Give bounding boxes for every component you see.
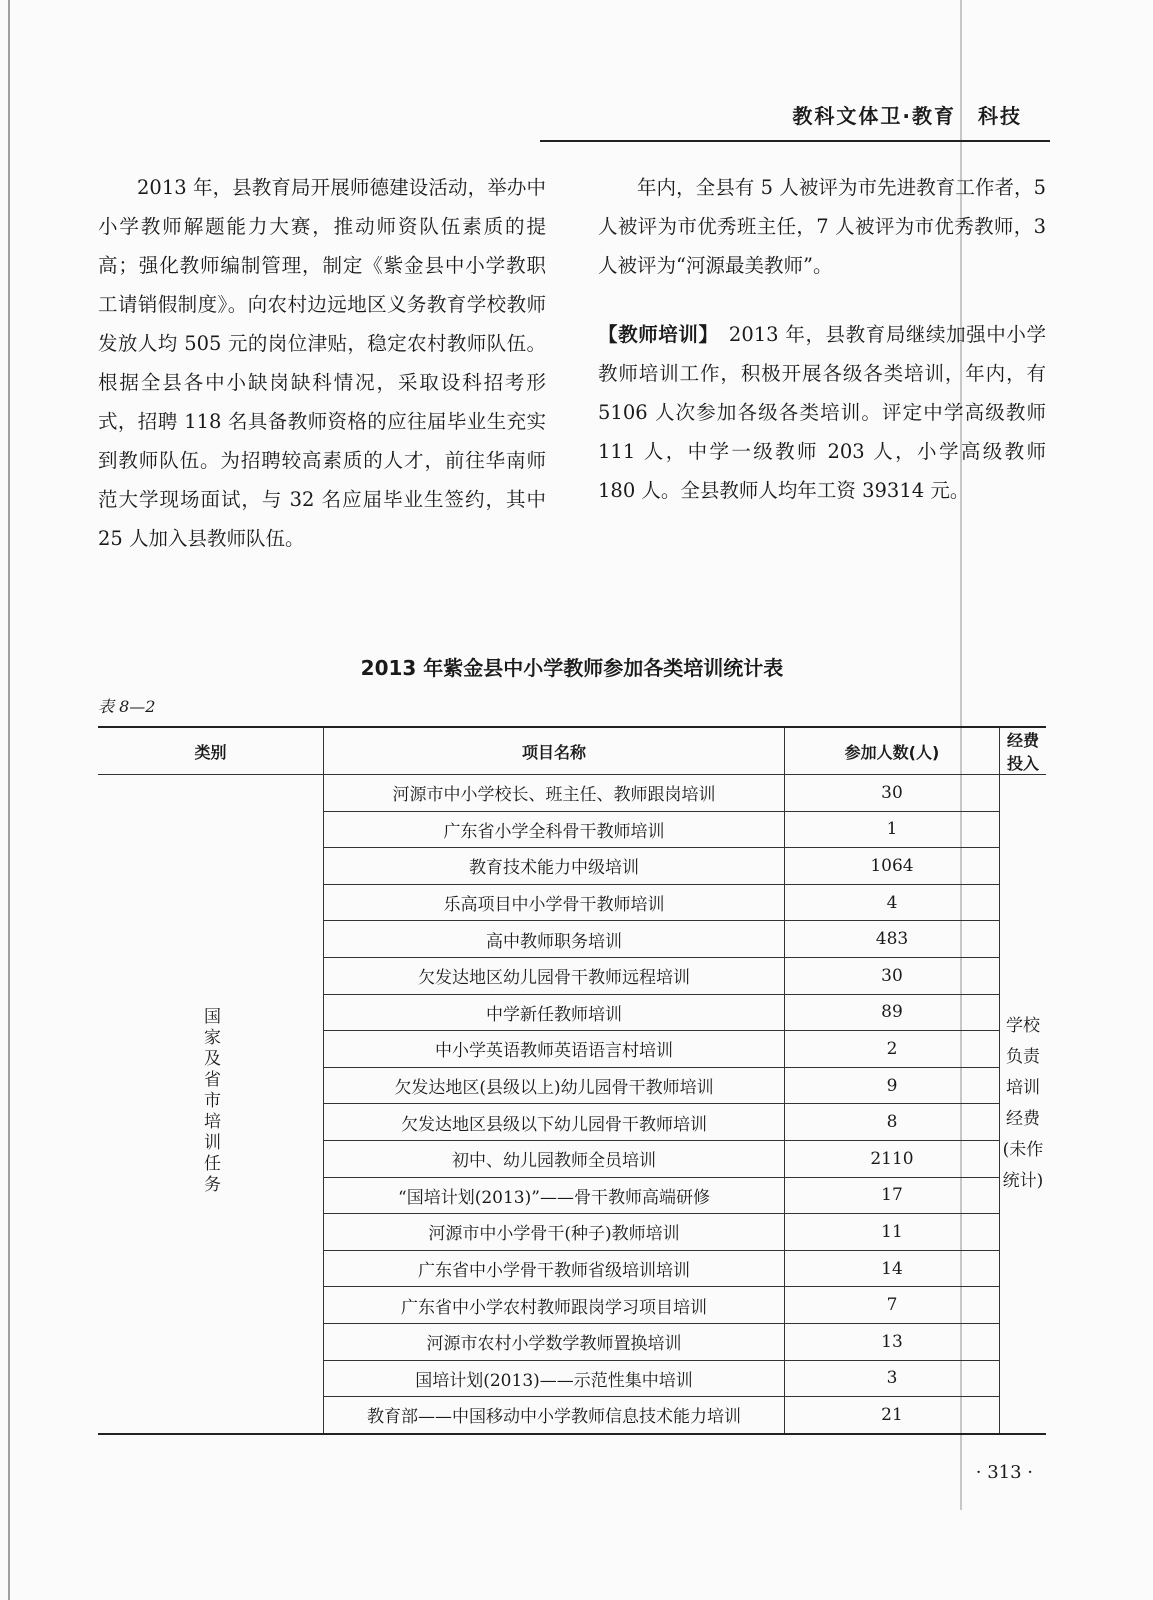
body-paragraph: 2013 年，县教育局开展师德建设活动，举办中小学教师解题能力大赛，推动师资队伍素质的提高；强化教师编制管理，制定《紫金县中小学教职工请销假制度》。向农村边远地区义务教育学校教师发放人均 505 元的岗位津贴，稳定农村教师队伍。根据全县各中小缺岗缺科情况，采取设科招考形式，招聘 118 名具备教师资格的应往届毕业生充实到教师队伍。为招聘较高素质的人才，前往华南师范大学现场面试，与 32 名应届毕业生签约，其中 25 人加入县教师队伍。: [98, 176, 546, 550]
project-name-cell: 中学新任教师培训: [324, 994, 785, 1031]
table-label: 表 8—2: [98, 697, 156, 716]
running-header: [540, 96, 1050, 142]
header-funding: 经费投入: [1000, 727, 1047, 775]
participant-count-cell: 14: [785, 1250, 1000, 1287]
funding-note-line: 学校负责: [1006, 1015, 1040, 1067]
page-number: · 313 ·: [975, 1462, 1033, 1483]
project-name-cell: 欠发达地区县级以下幼儿园骨干教师培训: [324, 1104, 785, 1141]
table-body: [98, 775, 1046, 1434]
category-label: 国家及省市培训任务: [200, 1006, 220, 1196]
participant-count-cell: 13: [785, 1323, 1000, 1360]
project-name-cell: 河源市农村小学数学教师置换培训: [324, 1323, 785, 1360]
header-participants: 参加人数(人): [785, 727, 1000, 775]
table-row: [98, 775, 1046, 812]
participant-count-cell: 1: [785, 811, 1000, 848]
participant-count-cell: 483: [785, 921, 1000, 958]
participant-count-cell: 3: [785, 1360, 1000, 1397]
header-category: 类别: [98, 727, 324, 775]
funding-note-line: (未作统计): [1002, 1139, 1044, 1191]
participant-count-cell: 89: [785, 994, 1000, 1031]
project-name-cell: 国培计划(2013)——示范性集中培训: [324, 1360, 785, 1397]
right-column: [598, 168, 1046, 540]
participant-count-cell: 21: [785, 1397, 1000, 1434]
page-edge-line: [8, 0, 10, 1600]
participant-count-cell: 2: [785, 1031, 1000, 1068]
participant-count-cell: 4: [785, 884, 1000, 921]
training-text: 2013 年，县教育局继续加强中小学教师培训工作，积极开展各级各类培训，年内，有 5106 人次参加各级各类培训。评定中学高级教师 111 人，中学一级教师 203 人，小学高级教师 180 人。全县教师人均年工资 39314 元。: [598, 323, 1046, 502]
participant-count-cell: 9: [785, 1067, 1000, 1104]
training-stats-table: [98, 726, 1046, 1435]
participant-count-cell: 1064: [785, 848, 1000, 885]
participant-count-cell: 30: [785, 775, 1000, 812]
project-name-cell: 欠发达地区(县级以上)幼儿园骨干教师培训: [324, 1067, 785, 1104]
table-title: 2013 年紫金县中小学教师参加各类培训统计表: [360, 656, 784, 680]
table-header-row: [98, 727, 1046, 775]
project-name-cell: 初中、幼儿园教师全员培训: [324, 1140, 785, 1177]
funding-note-line: 培训经费: [1006, 1077, 1040, 1129]
project-name-cell: 广东省中小学农村教师跟岗学习项目培训: [324, 1287, 785, 1324]
funding-cell: [1000, 775, 1047, 1434]
project-name-cell: 欠发达地区幼儿园骨干教师远程培训: [324, 957, 785, 994]
participant-count-cell: 7: [785, 1287, 1000, 1324]
training-paragraph: [598, 315, 1046, 510]
participant-count-cell: 2110: [785, 1140, 1000, 1177]
left-column: [98, 168, 546, 588]
project-name-cell: 教育部——中国移动中小学教师信息技术能力培训: [324, 1397, 785, 1434]
header-title: 教科文体卫·教育 科技: [792, 104, 1022, 128]
project-name-cell: 乐高项目中小学骨干教师培训: [324, 884, 785, 921]
awards-paragraph: 年内，全县有 5 人被评为市先进教育工作者，5 人被评为市优秀班主任，7 人被评为市优秀教师，3 人被评为“河源最美教师”。: [598, 176, 1046, 277]
participant-count-cell: 30: [785, 957, 1000, 994]
project-name-cell: 教育技术能力中级培训: [324, 848, 785, 885]
participant-count-cell: 17: [785, 1177, 1000, 1214]
project-name-cell: 中小学英语教师英语语言村培训: [324, 1031, 785, 1068]
project-name-cell: 河源市中小学校长、班主任、教师跟岗培训: [324, 775, 785, 812]
participant-count-cell: 11: [785, 1214, 1000, 1251]
category-cell: [98, 775, 324, 1434]
section-lead: 【教师培训】: [598, 323, 709, 346]
project-name-cell: “国培计划(2013)”——骨干教师高端研修: [324, 1177, 785, 1214]
project-name-cell: 河源市中小学骨干(种子)教师培训: [324, 1214, 785, 1251]
project-name-cell: 广东省中小学骨干教师省级培训培训: [324, 1250, 785, 1287]
project-name-cell: 高中教师职务培训: [324, 921, 785, 958]
participant-count-cell: 8: [785, 1104, 1000, 1141]
project-name-cell: 广东省小学全科骨干教师培训: [324, 811, 785, 848]
header-project-name: 项目名称: [324, 727, 785, 775]
